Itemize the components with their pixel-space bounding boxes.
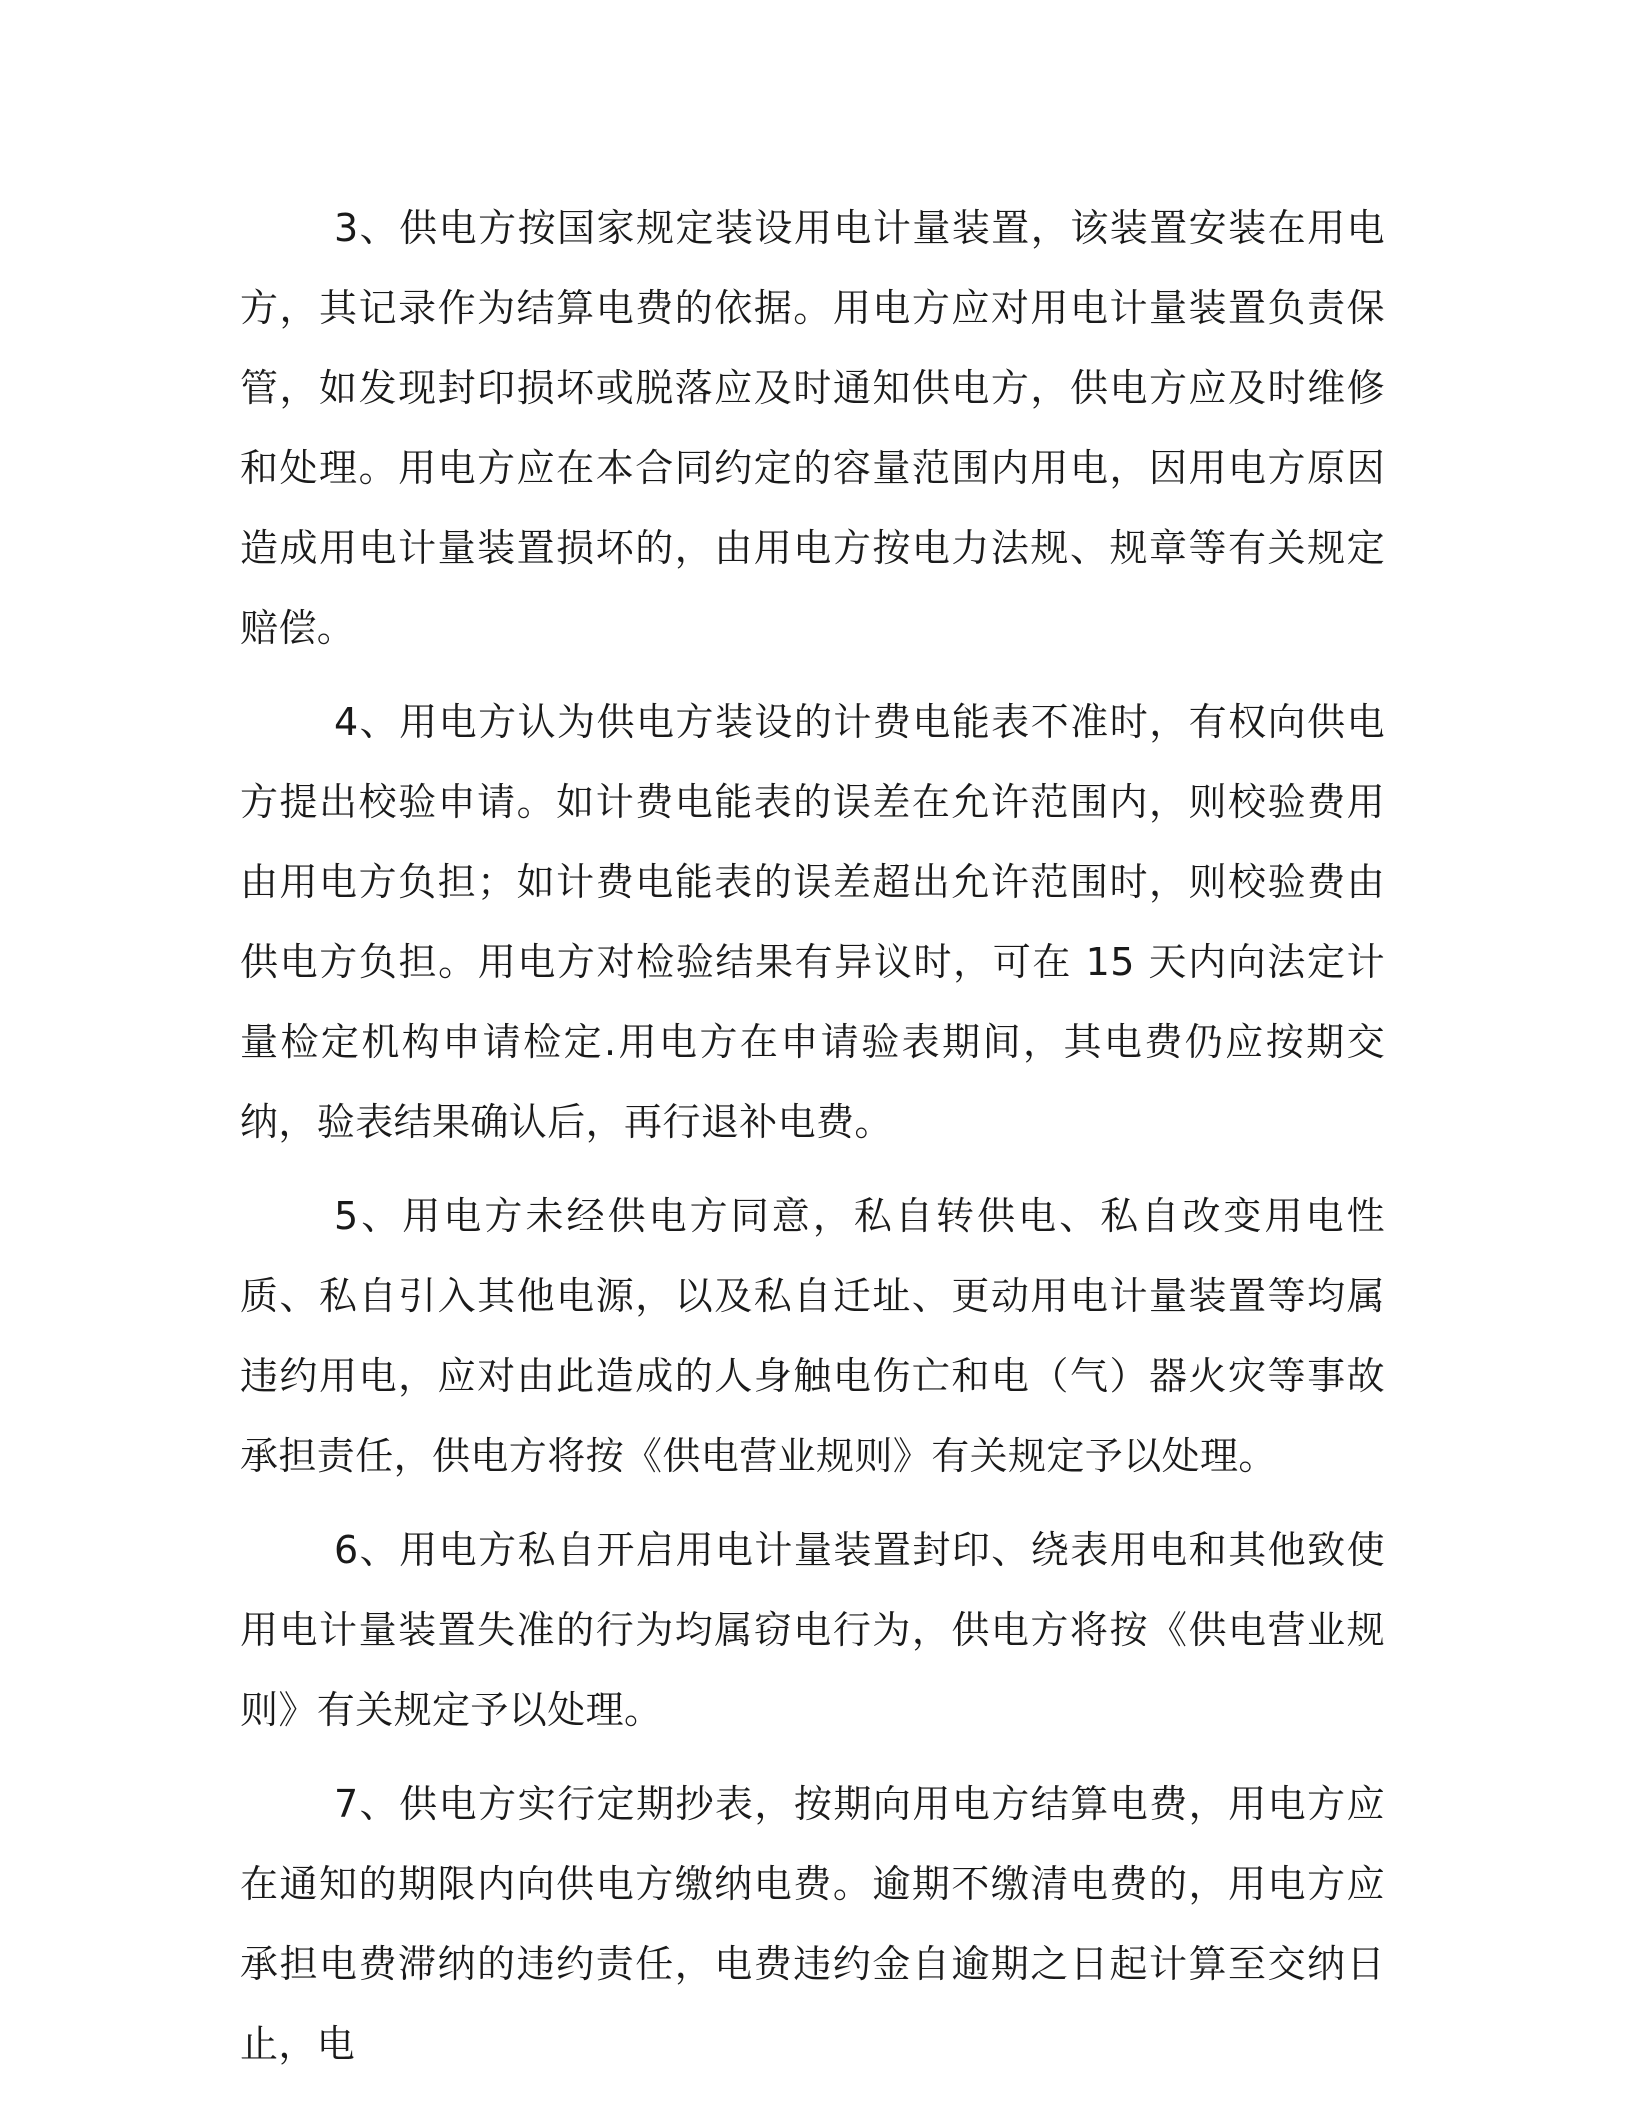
clause-6-paragraph: 6、用电方私自开启用电计量装置封印、绕表用电和其他致使用电计量装置失准的行为均属窃电行为，供电方将按《供电营业规则》有关规定予以处理。 bbox=[240, 1528, 1385, 1732]
clause-5-paragraph: 5、用电方未经供电方同意，私自转供电、私自改变用电性质、私自引入其他电源，以及私自迁址、更动用电计量装置等均属违约用电，应对由此造成的人身触电伤亡和电（气）器火灾等事故承担责任，供电方将按《供电营业规则》有关规定予以处理。 bbox=[240, 1194, 1385, 1478]
document-body bbox=[240, 188, 1385, 2098]
clause-7-paragraph: 7、供电方实行定期抄表，按期向用电方结算电费，用电方应在通知的期限内向供电方缴纳电费。逾期不缴清电费的，用电方应承担电费滞纳的违约责任，电费违约金自逾期之日起计算至交纳日止，电 bbox=[240, 1782, 1385, 2066]
clause-3-paragraph: 3、供电方按国家规定装设用电计量装置，该装置安装在用电方，其记录作为结算电费的依据。用电方应对用电计量装置负责保管，如发现封印损坏或脱落应及时通知供电方，供电方应及时维修和处理。用电方应在本合同约定的容量范围内用电，因用电方原因造成用电计量装置损坏的，由用电方按电力法规、规章等有关规定赔偿。 bbox=[240, 206, 1385, 650]
clause-4-paragraph: 4、用电方认为供电方装设的计费电能表不准时，有权向供电方提出校验申请。如计费电能表的误差在允许范围内，则校验费用由用电方负担；如计费电能表的误差超出允许范围时，则校验费由供电方负担。用电方对检验结果有异议时，可在 15 天内向法定计量检定机构申请检定.用电方在申请验表期间，其电费仍应按期交纳，验表结果确认后，再行退补电费。 bbox=[240, 700, 1385, 1144]
